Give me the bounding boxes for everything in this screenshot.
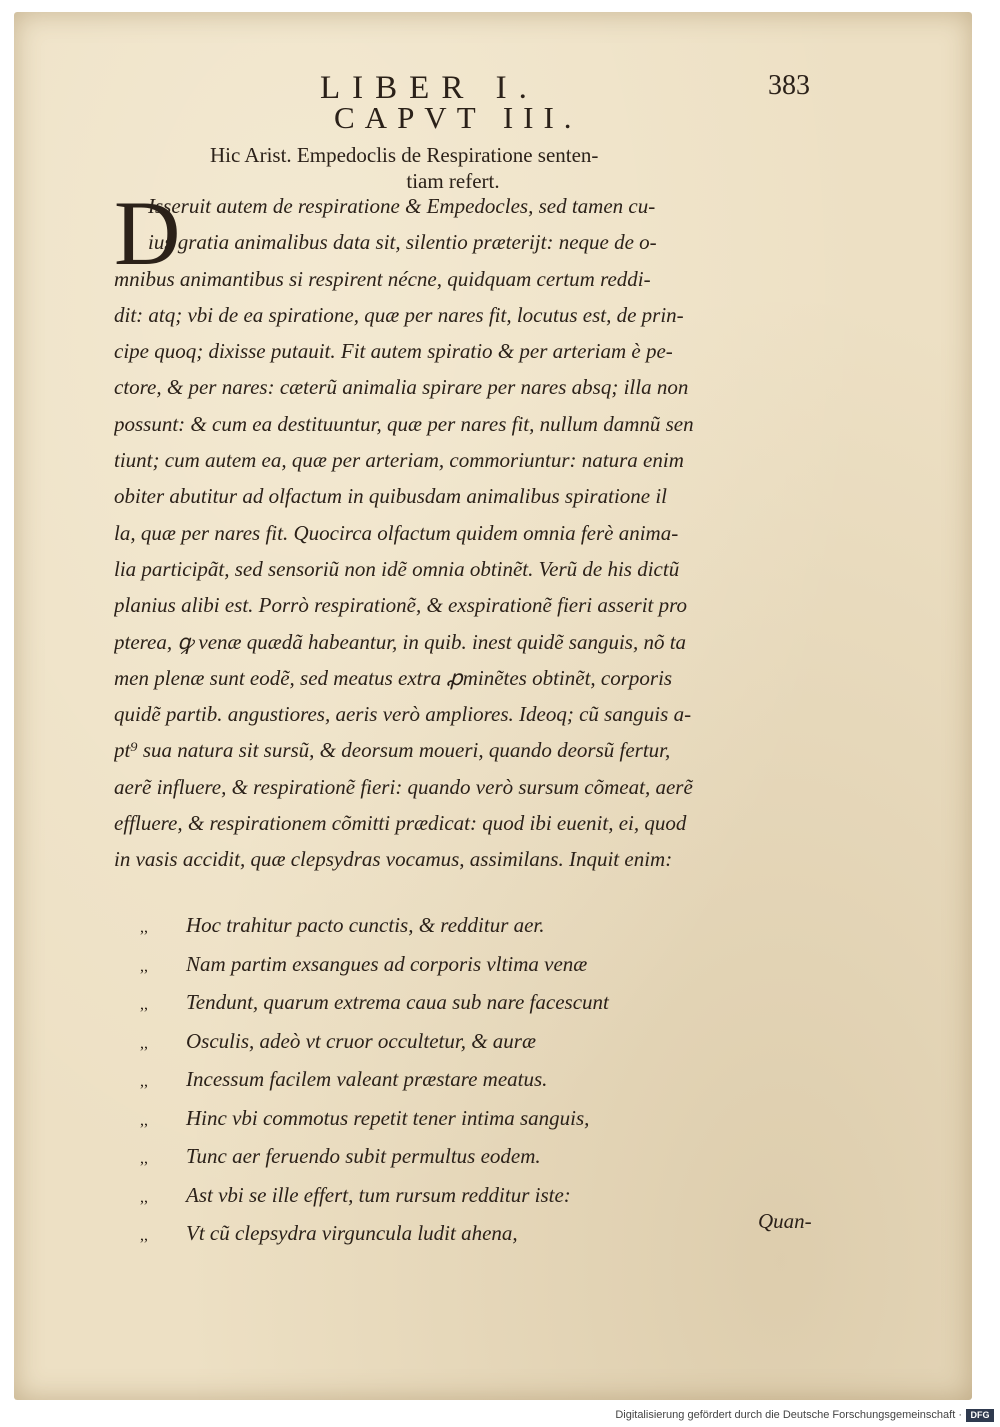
verse-line: [140, 1099, 840, 1138]
verse-quotation: [140, 906, 840, 1253]
text-line: effluere, & respirationem cõmitti prædicat: quod ibi euenit, ei, quod: [114, 811, 687, 836]
text-line: cipe quoq; dixisse putauit. Fit autem spiratio & per arteriam è pe-: [114, 339, 673, 364]
dfg-logo-icon: DFG: [966, 1409, 994, 1422]
quotation-marker: ,,: [140, 996, 148, 1014]
text-line: Isseruit autem de respiratione & Empedocles, sed tamen cu-: [148, 194, 656, 218]
text-line: aerẽ influere, & respirationẽ fieri: quando verò sursum cõmeat, aerẽ: [114, 774, 693, 799]
drop-capital: D: [114, 182, 181, 284]
verse-line: [140, 906, 840, 945]
text-line: possunt: & cum ea destituuntur, quæ per nares fit, nullum damnũ sen: [114, 411, 694, 436]
verse-text: Hoc trahitur pacto cunctis, & redditur aer.: [186, 913, 545, 937]
digitization-footer: [0, 1405, 1000, 1427]
quotation-marker: ,,: [140, 1227, 148, 1245]
text-line: ctore, & per nares: cæterũ animalia spirare per nares absq; illa non: [114, 375, 689, 400]
text-line: mnibus animantibus si respirent nécne, quidquam certum reddi-: [114, 266, 651, 291]
chapter-heading: CAPVT III.: [334, 100, 582, 135]
quotation-marker: ,,: [140, 1188, 148, 1206]
quotation-marker: ,,: [140, 919, 148, 937]
funding-credit: Digitalisierung gefördert durch die Deutsche Forschungsgemeinschaft ·: [615, 1409, 962, 1421]
quotation-marker: ,,: [140, 1111, 148, 1129]
verse-line: [140, 945, 840, 984]
verse-line: [140, 1176, 840, 1215]
text-line: quidẽ partib. angustiores, aeris verò ampliores. Ideoq; cũ sanguis a-: [114, 702, 692, 727]
text-line: la, quæ per nares fit. Quocirca olfactum quidem omnia ferè anima-: [114, 520, 679, 545]
text-line: planius alibi est. Porrò respirationẽ, & exspirationẽ fieri asserit pro: [114, 593, 688, 618]
page-content: [14, 12, 972, 1400]
verse-text: Tunc aer feruendo subit permultus eodem.: [186, 1144, 541, 1168]
text-line: dit: atq; vbi de ea spiratione, quæ per nares fit, locutus est, de prin-: [114, 302, 684, 327]
verse-line: [140, 1060, 840, 1099]
quotation-marker: ,,: [140, 1034, 148, 1052]
text-line: in vasis accidit, quæ clepsydras vocamus, assimilans. Inquit enim:: [114, 847, 673, 872]
text-line: pterea, ꝙ venæ quædã habeantur, in quib. inest quidẽ sanguis, nõ ta: [114, 629, 687, 654]
verse-text: Vt cũ clepsydra virguncula ludit ahena,: [186, 1221, 518, 1245]
prose-paragraph: [114, 182, 834, 878]
catchword: Quan-: [758, 1209, 812, 1233]
verse-text: Tendunt, quarum extrema caua sub nare facescunt: [186, 990, 609, 1014]
verse-line: [140, 1022, 840, 1061]
verse-text: Nam partim exsangues ad corporis vltima venæ: [186, 951, 588, 976]
text-line: obiter abutitur ad olfactum in quibusdam animalibus spiratione il: [114, 484, 668, 509]
text-line: pt⁹ sua natura sit sursũ, & deorsum moueri, quando deorsũ fertur,: [114, 738, 671, 763]
page-number: 383: [768, 70, 810, 101]
verse-text: Incessum facilem valeant præstare meatus.: [186, 1067, 548, 1091]
quotation-marker: ,,: [140, 1073, 148, 1091]
quotation-marker: ,,: [140, 957, 148, 975]
verse-text: Ast vbi se ille effert, tum rursum redditur iste:: [186, 1182, 571, 1207]
book-number-heading: LIBER I.: [320, 70, 539, 106]
text-line: men plenæ sunt eodẽ, sed meatus extra ꝓminẽtes obtinẽt, corporis: [114, 665, 673, 690]
quotation-marker: ,,: [140, 1150, 148, 1168]
chapter-summary-line: Hic Arist. Empedoclis de Respiratione senten-: [210, 143, 599, 167]
book-page: [14, 12, 972, 1400]
text-line: tiunt; cum autem ea, quæ per arteriam, commoriuntur: natura enim: [114, 448, 684, 473]
verse-line: [140, 983, 840, 1022]
verse-text: Osculis, adeò vt cruor occultetur, & auræ: [186, 1028, 536, 1053]
verse-line: [140, 1137, 840, 1176]
chapter-summary: [210, 142, 710, 194]
text-line: ius gratia animalibus data sit, silentio præterijt: neque de o-: [148, 230, 657, 255]
verse-text: Hinc vbi commotus repetit tener intima sanguis,: [186, 1105, 590, 1130]
chapter-summary-line: tiam refert.: [406, 169, 500, 193]
verse-line: [140, 1214, 840, 1253]
text-line: lia participãt, sed sensoriũ non idẽ omnia obtinẽt. Verũ de his dictũ: [114, 556, 680, 581]
